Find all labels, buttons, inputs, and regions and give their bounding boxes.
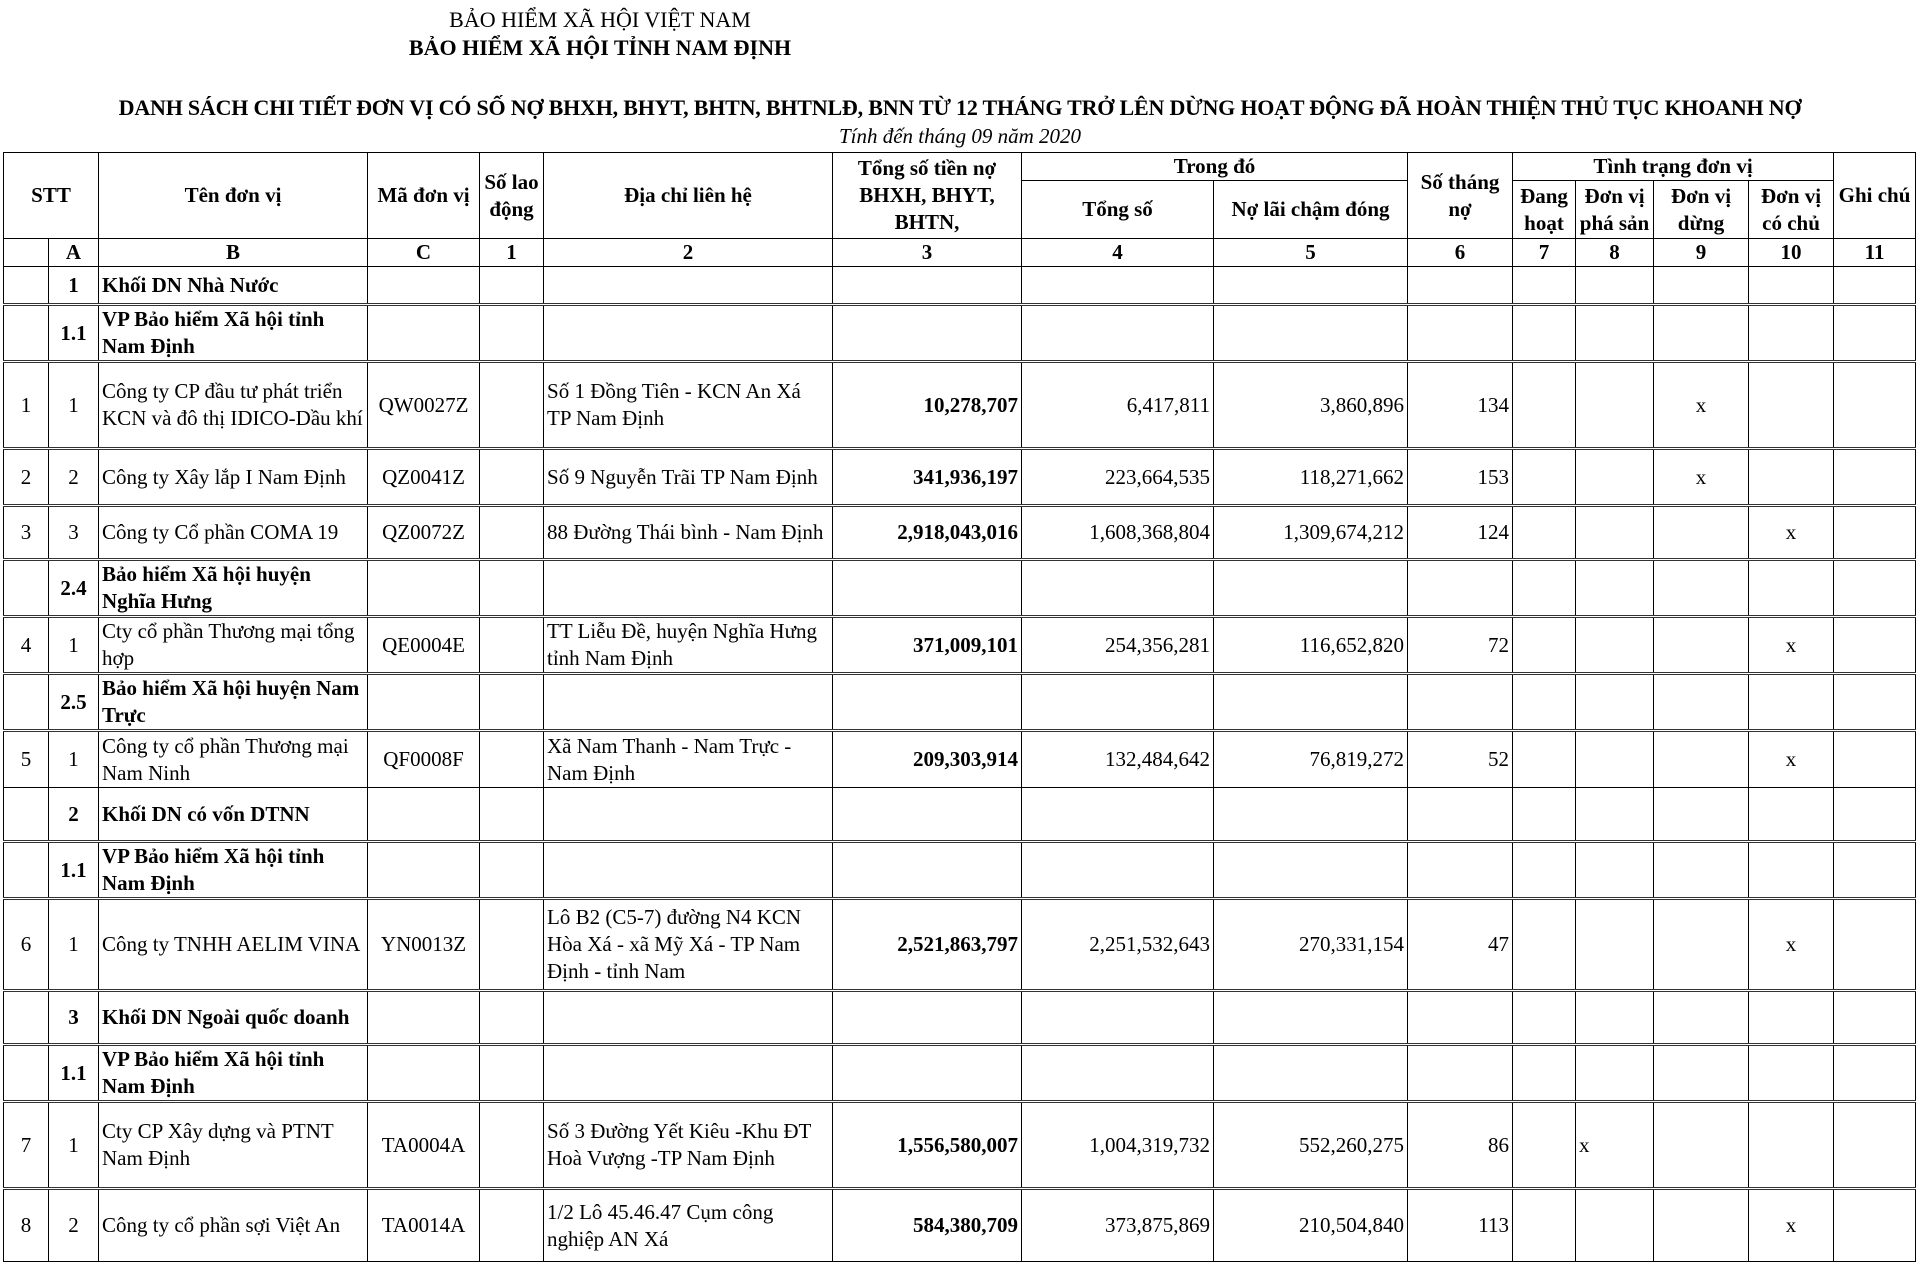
status-pha-san-cell — [1576, 788, 1654, 842]
status-dang-hoat-cell — [1513, 1189, 1576, 1262]
status-dung-cell — [1654, 560, 1749, 617]
header-tong-so-tien-no: Tổng số tiền nợ BHXH, BHYT, BHTN, — [833, 153, 1022, 239]
code-cell — [368, 674, 480, 731]
group-name-cell: VP Bảo hiểm Xã hội tỉnh Nam Định — [99, 305, 368, 362]
interest-cell — [1214, 842, 1408, 899]
workers-cell — [480, 305, 544, 362]
status-dung-cell — [1654, 506, 1749, 560]
org-name: BẢO HIỂM XÃ HỘI TỈNH NAM ĐỊNH — [408, 35, 792, 60]
note-cell — [1834, 305, 1916, 362]
column-index: 10 — [1749, 239, 1834, 267]
stt-cell: 8 — [4, 1189, 49, 1262]
status-dung-cell — [1654, 1102, 1749, 1189]
principal-cell — [1022, 842, 1214, 899]
months-cell: 134 — [1408, 362, 1513, 449]
group-row — [4, 267, 1916, 305]
sub-index-cell: 3 — [49, 991, 99, 1045]
interest-cell: 210,504,840 — [1214, 1189, 1408, 1262]
header-dia-chi: Địa chỉ liên hệ — [544, 153, 833, 239]
unit-name-cell: Cty cổ phần Thương mại tổng hợp — [99, 617, 368, 674]
code-cell — [368, 305, 480, 362]
workers-cell — [480, 842, 544, 899]
sub-index-cell: 1 — [49, 731, 99, 788]
status-pha-san-cell — [1576, 560, 1654, 617]
principal-cell: 2,251,532,643 — [1022, 899, 1214, 991]
address-cell — [544, 305, 833, 362]
stt-cell — [4, 674, 49, 731]
unit-name-cell: Công ty cổ phần Thương mại Nam Ninh — [99, 731, 368, 788]
group-row — [4, 991, 1916, 1045]
interest-cell: 76,819,272 — [1214, 731, 1408, 788]
status-pha-san-cell — [1576, 362, 1654, 449]
workers-cell — [480, 449, 544, 506]
status-pha-san-cell — [1576, 731, 1654, 788]
unit-name-cell: Cty CP Xây dựng và PTNT Nam Định — [99, 1102, 368, 1189]
address-cell: TT Liễu Đề, huyện Nghĩa Hưng tỉnh Nam Định — [544, 617, 833, 674]
group-row — [4, 788, 1916, 842]
header-no-lai: Nợ lãi chậm đóng — [1214, 181, 1408, 239]
header-co-chu: Đơn vị có chủ — [1749, 181, 1834, 239]
group-name-cell: Khối DN Ngoài quốc doanh — [99, 991, 368, 1045]
status-dang-hoat-cell — [1513, 1102, 1576, 1189]
status-co-chu-cell — [1749, 305, 1834, 362]
stt-cell: 1 — [4, 362, 49, 449]
principal-cell — [1022, 560, 1214, 617]
total-debt-cell: 341,936,197 — [833, 449, 1022, 506]
unit-code-cell: TA0004A — [368, 1102, 480, 1189]
table-row — [4, 731, 1916, 788]
unit-name-cell: Công ty cổ phần sợi Việt An — [99, 1189, 368, 1262]
stt-cell — [4, 267, 49, 305]
principal-cell: 1,608,368,804 — [1022, 506, 1214, 560]
sub-index-cell: 2.4 — [49, 560, 99, 617]
document-subtitle: Tính đến tháng 09 năm 2020 — [838, 124, 1082, 148]
workers-cell — [480, 731, 544, 788]
group-row — [4, 305, 1916, 362]
months-cell: 113 — [1408, 1189, 1513, 1262]
interest-cell: 270,331,154 — [1214, 899, 1408, 991]
address-cell — [544, 842, 833, 899]
column-index — [4, 239, 49, 267]
status-pha-san-cell — [1576, 674, 1654, 731]
total-debt-cell: 209,303,914 — [833, 731, 1022, 788]
org-parent-name: BẢO HIỂM XÃ HỘI VIỆT NAM — [449, 7, 751, 32]
months-cell — [1408, 267, 1513, 305]
status-co-chu-cell — [1749, 449, 1834, 506]
group-name-cell: Khối DN Nhà Nước — [99, 267, 368, 305]
status-pha-san-cell — [1576, 899, 1654, 991]
interest-cell — [1214, 788, 1408, 842]
sub-index-cell: 2.5 — [49, 674, 99, 731]
sub-index-cell: 2 — [49, 788, 99, 842]
note-cell — [1834, 1189, 1916, 1262]
status-dang-hoat-cell — [1513, 788, 1576, 842]
column-index: B — [99, 239, 368, 267]
status-co-chu-cell — [1749, 788, 1834, 842]
code-cell — [368, 788, 480, 842]
note-cell — [1834, 506, 1916, 560]
status-pha-san-cell — [1576, 449, 1654, 506]
note-cell — [1834, 449, 1916, 506]
status-co-chu-cell — [1749, 267, 1834, 305]
stt-cell: 5 — [4, 731, 49, 788]
status-dung-cell — [1654, 1045, 1749, 1102]
column-index: 2 — [544, 239, 833, 267]
principal-cell — [1022, 788, 1214, 842]
note-cell — [1834, 362, 1916, 449]
code-cell — [368, 991, 480, 1045]
months-cell — [1408, 842, 1513, 899]
status-dung-cell — [1654, 899, 1749, 991]
status-dang-hoat-cell — [1513, 449, 1576, 506]
code-cell — [368, 267, 480, 305]
status-dung-cell — [1654, 305, 1749, 362]
address-cell: Xã Nam Thanh - Nam Trực - Nam Định — [544, 731, 833, 788]
column-index: 11 — [1834, 239, 1916, 267]
status-co-chu-cell: x — [1749, 617, 1834, 674]
status-dung-cell — [1654, 731, 1749, 788]
status-co-chu-cell — [1749, 674, 1834, 731]
principal-cell: 254,356,281 — [1022, 617, 1214, 674]
header-so-thang-no: Số tháng nợ — [1408, 153, 1513, 239]
address-cell: 88 Đường Thái bình - Nam Định — [544, 506, 833, 560]
total-cell — [833, 560, 1022, 617]
months-cell — [1408, 788, 1513, 842]
column-index: 7 — [1513, 239, 1576, 267]
months-cell: 124 — [1408, 506, 1513, 560]
sub-index-cell: 1 — [49, 899, 99, 991]
column-index: 8 — [1576, 239, 1654, 267]
total-cell — [833, 788, 1022, 842]
workers-cell — [480, 788, 544, 842]
note-cell — [1834, 788, 1916, 842]
group-name-cell: VP Bảo hiểm Xã hội tỉnh Nam Định — [99, 1045, 368, 1102]
total-debt-cell: 584,380,709 — [833, 1189, 1022, 1262]
header-pha-san: Đơn vị phá sản — [1576, 181, 1654, 239]
status-dung-cell — [1654, 991, 1749, 1045]
address-cell — [544, 267, 833, 305]
status-dung-cell: x — [1654, 449, 1749, 506]
group-name-cell: Bảo hiểm Xã hội huyện Nghĩa Hưng — [99, 560, 368, 617]
months-cell — [1408, 1045, 1513, 1102]
principal-cell — [1022, 991, 1214, 1045]
status-co-chu-cell — [1749, 560, 1834, 617]
total-cell — [833, 842, 1022, 899]
note-cell — [1834, 842, 1916, 899]
column-index: 1 — [480, 239, 544, 267]
unit-code-cell: YN0013Z — [368, 899, 480, 991]
note-cell — [1834, 1102, 1916, 1189]
address-cell: 1/2 Lô 45.46.47 Cụm công nghiệp AN Xá — [544, 1189, 833, 1262]
column-index-row — [4, 239, 1916, 267]
months-cell: 153 — [1408, 449, 1513, 506]
group-name-cell: Khối DN có vốn DTNN — [99, 788, 368, 842]
group-row — [4, 560, 1916, 617]
principal-cell — [1022, 674, 1214, 731]
principal-cell: 373,875,869 — [1022, 1189, 1214, 1262]
address-cell — [544, 1045, 833, 1102]
header-so-lao-dong: Số lao động — [480, 153, 544, 239]
sub-index-cell: 1.1 — [49, 842, 99, 899]
note-cell — [1834, 617, 1916, 674]
status-dang-hoat-cell — [1513, 674, 1576, 731]
interest-cell — [1214, 991, 1408, 1045]
code-cell — [368, 1045, 480, 1102]
header-stt: STT — [4, 153, 99, 239]
group-name-cell: VP Bảo hiểm Xã hội tỉnh Nam Định — [99, 842, 368, 899]
table-row — [4, 617, 1916, 674]
workers-cell — [480, 991, 544, 1045]
status-dang-hoat-cell — [1513, 362, 1576, 449]
table-row — [4, 899, 1916, 991]
stt-cell — [4, 842, 49, 899]
workers-cell — [480, 362, 544, 449]
status-dang-hoat-cell — [1513, 991, 1576, 1045]
interest-cell: 118,271,662 — [1214, 449, 1408, 506]
address-cell — [544, 560, 833, 617]
address-cell: Số 9 Nguyễn Trãi TP Nam Định — [544, 449, 833, 506]
months-cell: 47 — [1408, 899, 1513, 991]
unit-code-cell: QF0008F — [368, 731, 480, 788]
principal-cell: 6,417,811 — [1022, 362, 1214, 449]
column-index: 3 — [833, 239, 1022, 267]
status-pha-san-cell — [1576, 617, 1654, 674]
interest-cell: 1,309,674,212 — [1214, 506, 1408, 560]
total-cell — [833, 674, 1022, 731]
sub-index-cell: 1 — [49, 1102, 99, 1189]
stt-cell: 6 — [4, 899, 49, 991]
status-pha-san-cell — [1576, 842, 1654, 899]
total-cell — [833, 267, 1022, 305]
status-dang-hoat-cell — [1513, 1045, 1576, 1102]
status-dung-cell — [1654, 1189, 1749, 1262]
sub-index-cell: 2 — [49, 449, 99, 506]
stt-cell — [4, 560, 49, 617]
unit-name-cell: Công ty CP đầu tư phát triển KCN và đô thị IDICO-Dầu khí — [99, 362, 368, 449]
status-dang-hoat-cell — [1513, 305, 1576, 362]
status-co-chu-cell — [1749, 842, 1834, 899]
stt-cell: 4 — [4, 617, 49, 674]
header-dung: Đơn vị dừng — [1654, 181, 1749, 239]
status-co-chu-cell — [1749, 1045, 1834, 1102]
status-pha-san-cell: x — [1576, 1102, 1654, 1189]
address-cell: Số 1 Đồng Tiên - KCN An Xá TP Nam Định — [544, 362, 833, 449]
status-dang-hoat-cell — [1513, 560, 1576, 617]
status-co-chu-cell: x — [1749, 899, 1834, 991]
group-row — [4, 842, 1916, 899]
status-dang-hoat-cell — [1513, 617, 1576, 674]
unit-name-cell: Công ty Cổ phần COMA 19 — [99, 506, 368, 560]
status-dung-cell — [1654, 842, 1749, 899]
header-ghi-chu: Ghi chú — [1834, 153, 1916, 239]
unit-name-cell: Công ty Xây lắp I Nam Định — [99, 449, 368, 506]
principal-cell — [1022, 1045, 1214, 1102]
address-cell: Số 3 Đường Yết Kiêu -Khu ĐT Hoà Vượng -TP Nam Định — [544, 1102, 833, 1189]
sub-index-cell: 1.1 — [49, 1045, 99, 1102]
months-cell — [1408, 991, 1513, 1045]
unit-code-cell: QW0027Z — [368, 362, 480, 449]
sub-index-cell: 2 — [49, 1189, 99, 1262]
status-co-chu-cell — [1749, 1102, 1834, 1189]
status-co-chu-cell: x — [1749, 1189, 1834, 1262]
unit-name-cell: Công ty TNHH AELIM VINA — [99, 899, 368, 991]
status-dang-hoat-cell — [1513, 267, 1576, 305]
total-cell — [833, 305, 1022, 362]
unit-code-cell: QE0004E — [368, 617, 480, 674]
group-name-cell: Bảo hiểm Xã hội huyện Nam Trực — [99, 674, 368, 731]
status-dung-cell — [1654, 674, 1749, 731]
principal-cell: 223,664,535 — [1022, 449, 1214, 506]
header-tinh-trang: Tình trạng đơn vị — [1513, 153, 1834, 181]
interest-cell — [1214, 560, 1408, 617]
months-cell: 72 — [1408, 617, 1513, 674]
unit-code-cell: QZ0041Z — [368, 449, 480, 506]
header-ten-don-vi: Tên đơn vị — [99, 153, 368, 239]
workers-cell — [480, 674, 544, 731]
principal-cell — [1022, 267, 1214, 305]
workers-cell — [480, 1045, 544, 1102]
workers-cell — [480, 267, 544, 305]
workers-cell — [480, 899, 544, 991]
status-co-chu-cell: x — [1749, 506, 1834, 560]
stt-cell — [4, 991, 49, 1045]
column-index: 5 — [1214, 239, 1408, 267]
status-co-chu-cell — [1749, 991, 1834, 1045]
column-index: 6 — [1408, 239, 1513, 267]
interest-cell — [1214, 1045, 1408, 1102]
note-cell — [1834, 731, 1916, 788]
interest-cell: 552,260,275 — [1214, 1102, 1408, 1189]
table-row — [4, 449, 1916, 506]
address-cell — [544, 674, 833, 731]
note-cell — [1834, 560, 1916, 617]
column-index: 4 — [1022, 239, 1214, 267]
column-index: C — [368, 239, 480, 267]
status-co-chu-cell — [1749, 362, 1834, 449]
status-dung-cell: x — [1654, 362, 1749, 449]
header-tong-so: Tổng số — [1022, 181, 1214, 239]
code-cell — [368, 560, 480, 617]
column-index: A — [49, 239, 99, 267]
header-ma-don-vi: Mã đơn vị — [368, 153, 480, 239]
total-cell — [833, 1045, 1022, 1102]
interest-cell: 116,652,820 — [1214, 617, 1408, 674]
stt-cell — [4, 788, 49, 842]
principal-cell — [1022, 305, 1214, 362]
status-pha-san-cell — [1576, 1045, 1654, 1102]
workers-cell — [480, 560, 544, 617]
status-dang-hoat-cell — [1513, 842, 1576, 899]
sub-index-cell: 1 — [49, 617, 99, 674]
table-row — [4, 1189, 1916, 1262]
principal-cell: 1,004,319,732 — [1022, 1102, 1214, 1189]
unit-code-cell: QZ0072Z — [368, 506, 480, 560]
status-pha-san-cell — [1576, 267, 1654, 305]
status-dang-hoat-cell — [1513, 506, 1576, 560]
interest-cell: 3,860,896 — [1214, 362, 1408, 449]
months-cell — [1408, 674, 1513, 731]
header-dang-hoat: Đang hoạt — [1513, 181, 1576, 239]
total-debt-cell: 2,918,043,016 — [833, 506, 1022, 560]
note-cell — [1834, 991, 1916, 1045]
table-row — [4, 1102, 1916, 1189]
months-cell: 52 — [1408, 731, 1513, 788]
months-cell — [1408, 560, 1513, 617]
total-cell — [833, 991, 1022, 1045]
group-row — [4, 674, 1916, 731]
note-cell — [1834, 1045, 1916, 1102]
sub-index-cell: 1 — [49, 362, 99, 449]
address-cell: Lô B2 (C5-7) đường N4 KCN Hòa Xá - xã Mỹ Xá - TP Nam Định - tỉnh Nam — [544, 899, 833, 991]
status-pha-san-cell — [1576, 1189, 1654, 1262]
unit-code-cell: TA0014A — [368, 1189, 480, 1262]
workers-cell — [480, 506, 544, 560]
code-cell — [368, 842, 480, 899]
months-cell: 86 — [1408, 1102, 1513, 1189]
workers-cell — [480, 617, 544, 674]
column-index: 9 — [1654, 239, 1749, 267]
total-debt-cell: 371,009,101 — [833, 617, 1022, 674]
status-dung-cell — [1654, 788, 1749, 842]
status-dang-hoat-cell — [1513, 899, 1576, 991]
note-cell — [1834, 267, 1916, 305]
status-dung-cell — [1654, 617, 1749, 674]
document-title: DANH SÁCH CHI TIẾT ĐƠN VỊ CÓ SỐ NỢ BHXH, BHYT, BHTN, BHTNLĐ, BNN TỪ 12 THÁNG TRỞ LÊN DỪNG HOẠT ĐỘNG ĐÃ HOÀN THIỆN THỦ TỤC KHOANH NỢ — [118, 95, 1802, 120]
status-dang-hoat-cell — [1513, 731, 1576, 788]
interest-cell — [1214, 305, 1408, 362]
principal-cell: 132,484,642 — [1022, 731, 1214, 788]
header-trong-do: Trong đó — [1022, 153, 1408, 181]
workers-cell — [480, 1189, 544, 1262]
interest-cell — [1214, 267, 1408, 305]
stt-cell: 7 — [4, 1102, 49, 1189]
note-cell — [1834, 899, 1916, 991]
note-cell — [1834, 674, 1916, 731]
stt-cell — [4, 305, 49, 362]
stt-cell — [4, 1045, 49, 1102]
total-debt-cell: 1,556,580,007 — [833, 1102, 1022, 1189]
total-debt-cell: 2,521,863,797 — [833, 899, 1022, 991]
table-row — [4, 506, 1916, 560]
months-cell — [1408, 305, 1513, 362]
stt-cell: 2 — [4, 449, 49, 506]
table-row — [4, 362, 1916, 449]
group-row — [4, 1045, 1916, 1102]
stt-cell: 3 — [4, 506, 49, 560]
debt-table — [3, 152, 1916, 1262]
address-cell — [544, 991, 833, 1045]
address-cell — [544, 788, 833, 842]
sub-index-cell: 1 — [49, 267, 99, 305]
status-co-chu-cell: x — [1749, 731, 1834, 788]
sub-index-cell: 1.1 — [49, 305, 99, 362]
status-pha-san-cell — [1576, 305, 1654, 362]
workers-cell — [480, 1102, 544, 1189]
sub-index-cell: 3 — [49, 506, 99, 560]
status-dung-cell — [1654, 267, 1749, 305]
status-pha-san-cell — [1576, 506, 1654, 560]
interest-cell — [1214, 674, 1408, 731]
total-debt-cell: 10,278,707 — [833, 362, 1022, 449]
status-pha-san-cell — [1576, 991, 1654, 1045]
